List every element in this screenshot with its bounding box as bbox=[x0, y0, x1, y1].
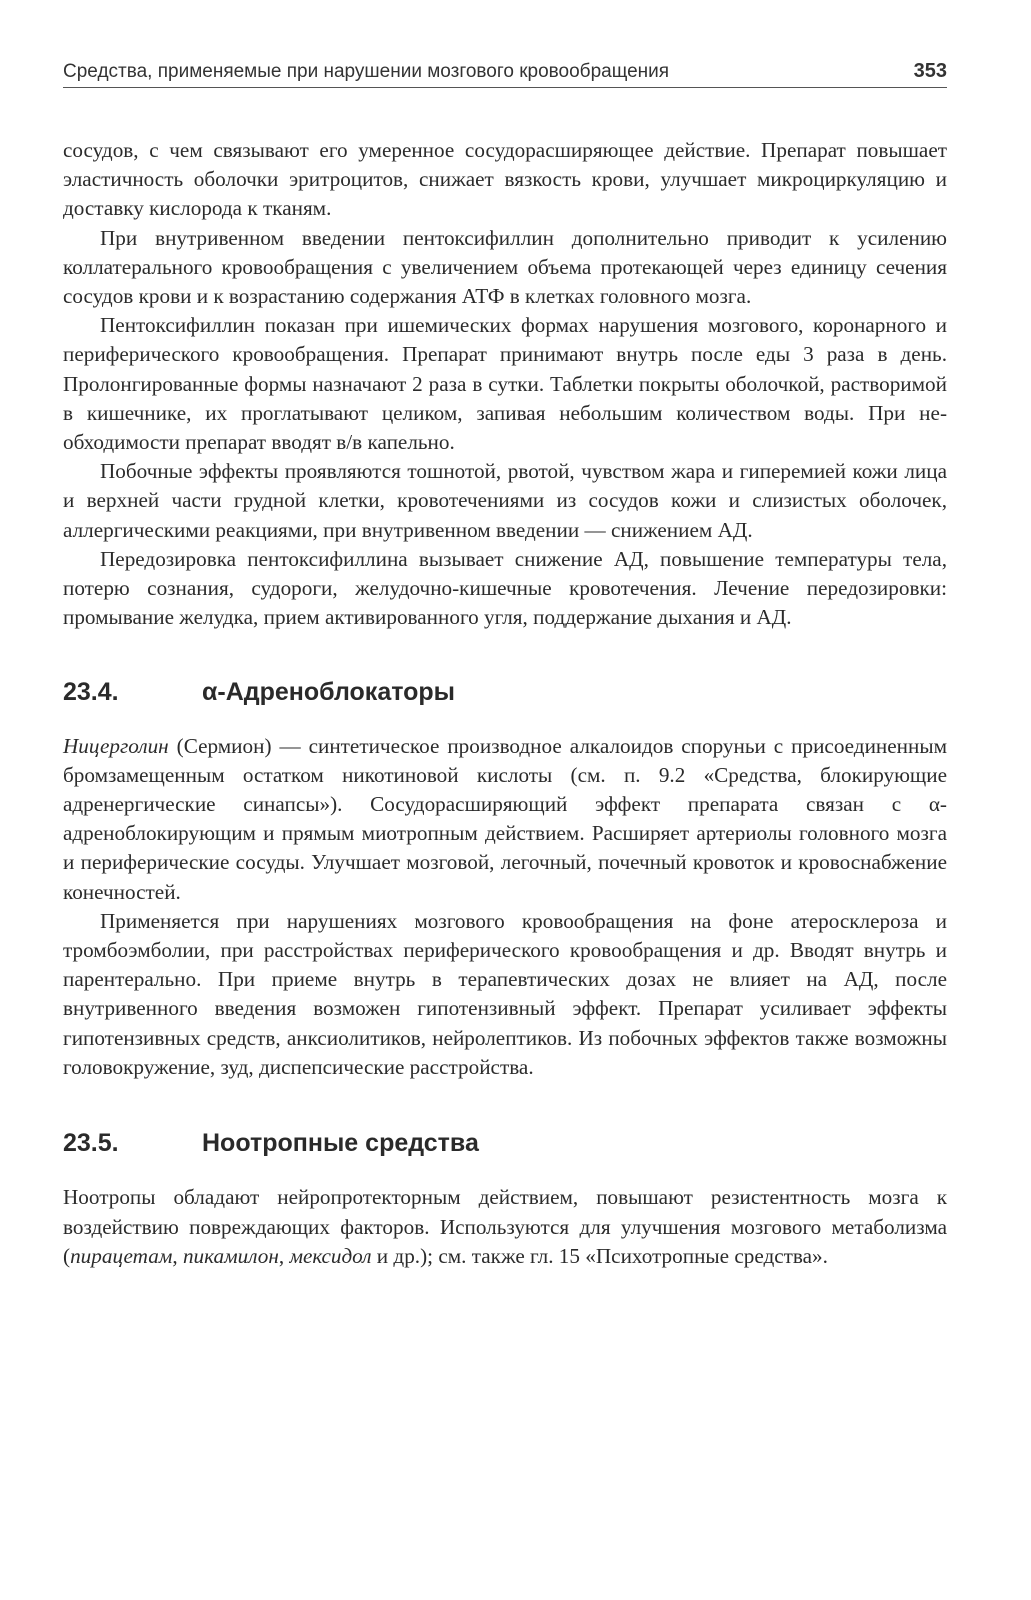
section-number: 23.4. bbox=[63, 678, 119, 707]
section-title: α-Адреноблокаторы bbox=[202, 678, 456, 707]
paragraph: Побочные эффекты проявляются тошнотой, рвотой, чувством жара и гиперемией кожи лица и верхней части грудной клетки, кровотечениями из сосудов кожи и слизистых оболочек, аллергическими реакциями, при внутривенном введении — снижением АД. bbox=[63, 459, 947, 542]
drug-name: Ницерголин bbox=[63, 733, 169, 758]
separator: , bbox=[278, 1243, 290, 1268]
section-title: Ноотропные средства bbox=[202, 1129, 479, 1158]
body-text bbox=[63, 136, 947, 1271]
paragraph bbox=[63, 732, 947, 907]
section-heading-23-5 bbox=[63, 1129, 947, 1158]
header-title: Средства, применяемые при нарушении мозгового кровообращения bbox=[63, 61, 670, 82]
separator: , bbox=[172, 1243, 183, 1268]
paragraph: При внутривенном введении пентоксифиллин дополнительно приводит к усилению коллатерального кровообращения с увеличением объема протекающей через единицу сечения сосудов крови и к возрастанию содержания АТФ в клетках головного мозга. bbox=[63, 225, 947, 309]
running-header bbox=[63, 60, 947, 88]
paragraph-text: (Сермион) — синтетическое производное алкалоидов споруньи с присоединенным бромзамещенным остатком никотиновой кислоты (см. п. 9.2 «Средства, блокирующие адренергические синапсы»). Сосудорасширяющий эффект препарата связан с α-адреноблокирующим и прямым миотропным действием. Расширяет артериолы головного мозга и периферические сосуды. Улучшает мозговой, легочный, почечный кровоток и кровоснабжение конечностей. bbox=[63, 733, 947, 904]
paragraph: Пентоксифиллин показан при ишемических формах нарушения мозгового, коронарного и периферического кровообращения. Препарат принимают внутрь после еды 3 раза в день. Пролонгированные формы назначают 2 раза в сутки. Таблетки покрыты оболочкой, растворимой в кишечнике, их проглатывают целиком, запивая небольшим количеством воды. При необходимости препарат вводят в/в капельно. bbox=[63, 313, 947, 455]
drug-name: мексидол bbox=[289, 1243, 372, 1268]
paragraph: Применяется при нарушениях мозгового кровообращения на фоне атеросклероза и тромбоэмболии, при расстройствах периферического кровообращения и др. Вводят внутрь и парентерально. При приеме внутрь в терапевтических дозах не влияет на АД, после внутривенного введения возможен гипотензивный эффект. Препарат усиливает эффекты гипотензивных средств, анксиолитиков, нейролептиков. Из побочных эффектов также возможны головокружение, зуд, диспепсические расстройства. bbox=[63, 908, 947, 1079]
section-number: 23.5. bbox=[63, 1129, 119, 1158]
page-number: 353 bbox=[913, 60, 947, 82]
paragraph-text: Ноотропы обладают нейропротекторным действием, повышают резистентность мозга к воздействию повреждающих факторов. Используются для улучшения мозгового метаболизма ( bbox=[63, 1185, 947, 1268]
paragraph: Передозировка пентоксифиллина вызывает снижение АД, повышение температуры тела, потерю сознания, судороги, желудочно-кишечные кровотечения. Лечение передозировки: промывание желудка, прием активированного угля, поддержание дыхания и АД. bbox=[63, 546, 947, 630]
document-page bbox=[63, 60, 947, 1271]
paragraph: сосудов, с чем связывают его умеренное сосудорасширяющее действие. Препарат повышает эластичность оболочки эритроцитов, снижает вязкость крови, улучшает микроциркуляцию и доставку кислорода к тканям. bbox=[63, 138, 947, 221]
paragraph bbox=[63, 1183, 947, 1271]
paragraph-text: и др.); см. также гл. 15 «Психотропные средства». bbox=[371, 1243, 828, 1268]
section-heading-23-4 bbox=[63, 678, 947, 707]
drug-name: пирацетам bbox=[70, 1243, 173, 1268]
drug-name: пикамилон bbox=[182, 1243, 279, 1268]
